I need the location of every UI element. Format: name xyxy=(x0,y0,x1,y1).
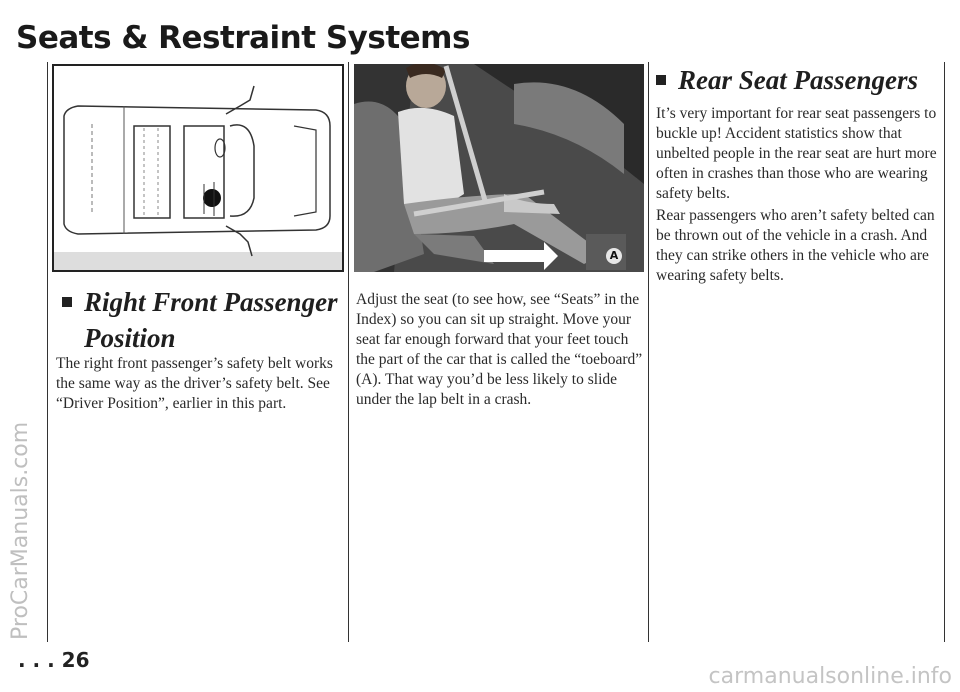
right-front-passenger-body: The right front passenger’s safety belt works the same way as the driver’s safety belt. See “Driver Position”, earlier in this part. xyxy=(56,355,333,412)
rear-seat-paragraph-2: Rear passengers who aren’t safety belted can be thrown out of the vehicle in a crash. And they can strike others in the vehicle who are wearing safety belts. xyxy=(656,207,935,284)
seat-position-photo xyxy=(354,64,644,272)
rear-heading-bullet-icon xyxy=(656,75,666,85)
column-rule-middle xyxy=(348,62,349,642)
rear-seat-paragraph-1: It’s very important for rear seat passengers to buckle up! Accident statistics show that unbelted people in the rear seat are hurt more often in crashes than those who are wearing safety belts. xyxy=(656,105,937,202)
heading-line-1: Right Front Passenger xyxy=(84,287,338,317)
column-rule-edge xyxy=(944,62,945,642)
toeboard-label: A xyxy=(609,249,619,262)
seat-adjust-body: Adjust the seat (to see how, see “Seats” in the Index) so you can sit up straight. Move your seat far enough forward that your feet touch the part of the car that is called the “toeboard” (A). That way you’d be less likely to slide under the lap belt in a crash. xyxy=(356,291,643,408)
rear-heading-text: Rear Seat Passengers xyxy=(678,65,919,95)
heading-line-2: Position xyxy=(84,323,176,353)
right-front-passenger-heading xyxy=(62,284,346,356)
column-rule-right xyxy=(648,62,649,642)
column-rule-left xyxy=(47,62,48,642)
side-watermark: ProCarManuals.com xyxy=(8,421,33,640)
heading-bullet-icon xyxy=(62,297,72,307)
page-number: . . . 26 xyxy=(18,648,90,672)
toeboard-label-badge xyxy=(606,248,622,264)
seating-diagram-figure xyxy=(52,64,344,272)
bottom-watermark: carmanualsonline.info xyxy=(708,664,952,689)
passenger-seat-illustration xyxy=(354,64,644,272)
rear-seat-passengers-heading xyxy=(656,62,942,98)
car-top-view-diagram xyxy=(54,66,342,270)
heading-text xyxy=(84,284,338,356)
page-title: Seats & Restraint Systems xyxy=(16,20,470,56)
